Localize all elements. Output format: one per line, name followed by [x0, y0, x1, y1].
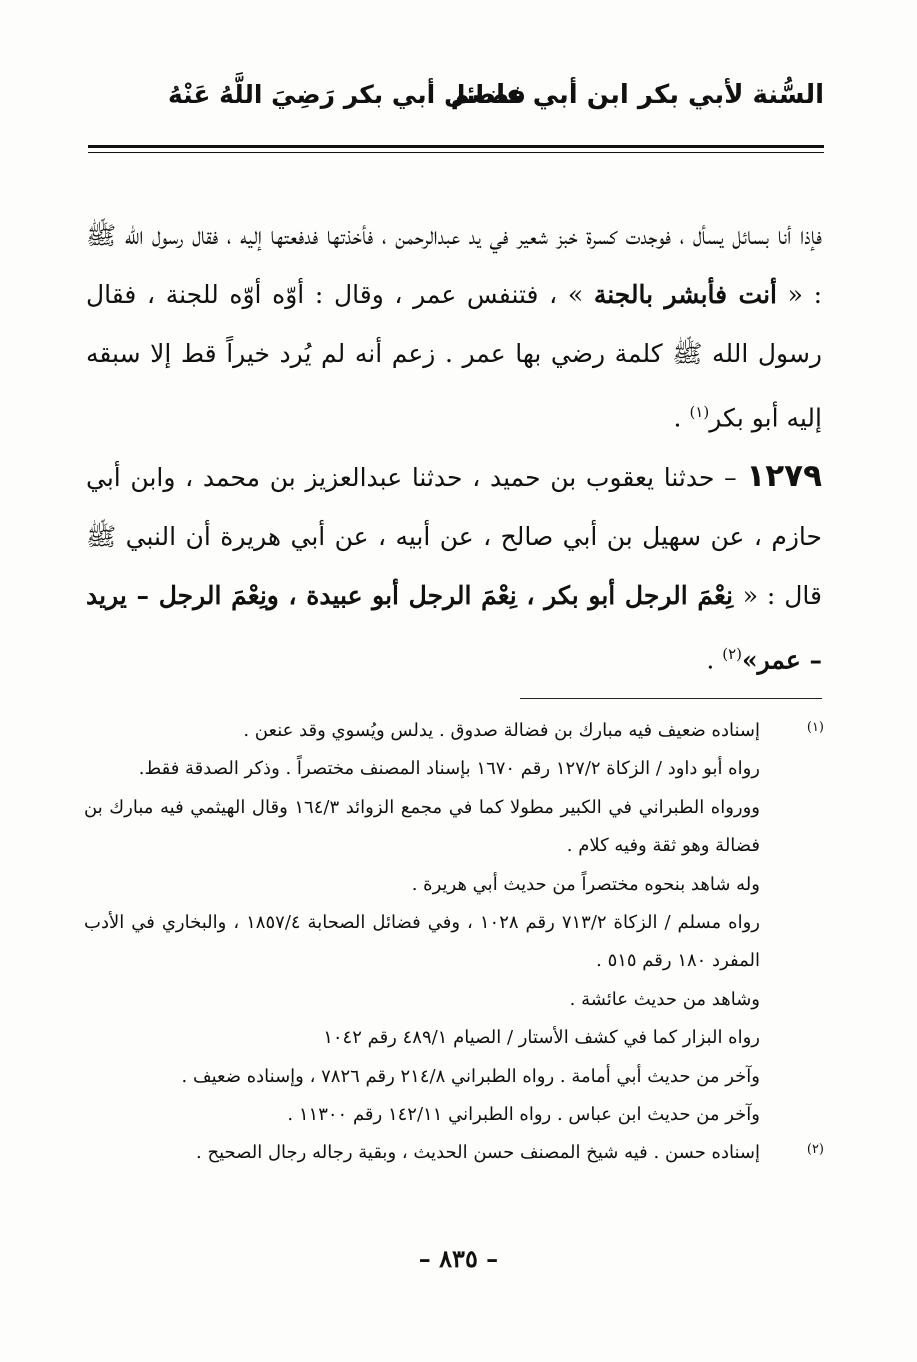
header-rule-thin: [88, 152, 824, 153]
footnote-mark: (١): [806, 720, 824, 735]
book-title: السُّنة لأبي بكر ابن أبي عاصم: [450, 80, 824, 110]
footnotes: [84, 712, 824, 1173]
prophet-quote: أنت فأبشر بالجنة: [593, 280, 777, 309]
paragraph-1: فإذا أنا بسائل يسأل ، فوجدت كسرة خبز شعير في يد عبدالرحمن ، فأخذتها فدفعتها إليه ، فقال رسول الله ﷺ : « أنت فأبشر بالجنة » ، فتنفس عمر ، وقال : أوّه أوّه للجنة ، فقال رسول الله ﷺ كلمة رضي بها عمر . زعم أنه لم يُرد خيراً قط إلا سبقه إليه أبو بكر$^{(١)}$ .: [86, 221, 823, 433]
header-rule-thick: [88, 145, 824, 148]
footnote-separator: [520, 698, 822, 699]
chapter-title: فضائل أبي بكر رَضِيَ اللَّهُ عَنْهُ: [168, 80, 526, 109]
footnote-ref-1: (١): [689, 403, 710, 421]
hadith-number: ١٢٧٩: [746, 458, 822, 495]
paragraph-hadith: ١٢٧٩ – حدثنا يعقوب بن حميد ، حدثنا عبدالعزيز بن محمد ، وابن أبي حازم ، عن سهيل بن أبي صالح ، عن أبيه ، عن أبي هريرة أن النبي ﷺ قال : « نِعْمَ الرجل أبو بكر ، نِعْمَ الرجل أبو عبيدة ، ونِعْمَ الرجل – يريد – عمر»$^{(٢)}$ .: [86, 458, 822, 675]
hadith-quote: نِعْمَ الرجل أبو بكر ، نِعْمَ الرجل أبو عبيدة ، ونِعْمَ الرجل – يريد – عمر: [86, 581, 822, 675]
main-text: [86, 206, 822, 690]
footnote-ref-2: (٢): [722, 645, 742, 664]
footnote-mark: (٢): [806, 1142, 824, 1158]
page-header: [88, 70, 824, 120]
footnote-2: (٢) إسناده حسن . فيه شيخ المصنف حسن الحديث ، وبقية رجاله رجال الصحيح .: [84, 1134, 824, 1172]
footnote-1: (١) إسناده ضعيف فيه مبارك بن فضالة صدوق . يدلس ويُسوي وقد عنعن . رواه أبو داود / الزكاة ١٢٧/٢ رقم ١٦٧٠ بإسناد المصنف مختصراً . وذكر الصدقة فقط. وورواه الطبراني في الكبير مطولا كما في مجمع الزوائد ١٦٤/٣ وقال الهيثمي فيه مبارك بن فضالة وهو ثقة وفيه كلام . وله شاهد بنحوه مختصراً من حديث أبي هريرة . رواه مسلم / الزكاة ٧١٣/٢ رقم ١٠٢٨ ، وفي فضائل الصحابة ١٨٥٧/٤ ، والبخاري في الأدب المفرد ١٨٠ رقم ٥١٥ . وشاهد من حديث عائشة . رواه البزار كما في كشف الأستار / الصيام ٤٨٩/١ رقم ١٠٤٢ وآخر من حديث أبي أمامة . رواه الطبراني ٢١٤/٨ رقم ٧٨٢٦ ، وإسناده ضعيف . وآخر من حديث ابن عباس . رواه الطبراني ١٤٢/١١ رقم ١١٣٠٠ .: [84, 712, 824, 1134]
page-number: – ٨٣٥ –: [418, 1244, 499, 1273]
